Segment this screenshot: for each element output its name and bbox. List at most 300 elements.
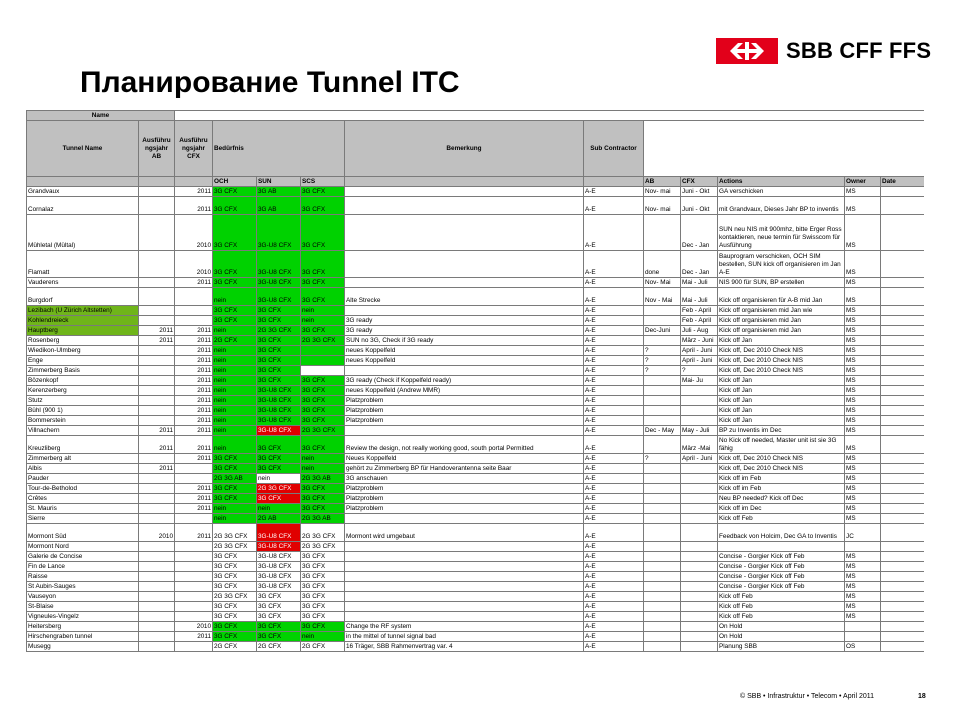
bemerkung-cell: Review the design, not really working good, south portal Permitted	[345, 436, 584, 454]
bemerkung-cell	[345, 612, 584, 622]
date-cell	[881, 484, 925, 494]
owner-cell: MS	[845, 251, 881, 278]
ab-year-cell: 2011	[139, 436, 175, 454]
sun-cell: 3G CFX	[257, 494, 301, 504]
ab-cell: Dec-Juni	[644, 326, 681, 336]
ab-year-cell	[139, 288, 175, 306]
cfx-cell: April - Juni	[681, 346, 718, 356]
ab-year-cell	[139, 592, 175, 602]
bemerkung-cell: Mormont wird umgebaut	[345, 524, 584, 542]
cfx-cell: Feb - April	[681, 306, 718, 316]
cfx-year-cell: 2011	[175, 632, 213, 642]
owner-cell	[845, 632, 881, 642]
cfx-cell	[681, 602, 718, 612]
ab-year-cell	[139, 474, 175, 484]
subcontractor-cell: A-E	[584, 464, 644, 474]
table-row	[27, 612, 925, 622]
owner-cell: MS	[845, 484, 881, 494]
owner-cell: MS	[845, 396, 881, 406]
subcontractor-header: Sub Contractor	[584, 121, 644, 177]
ab-year-cell	[139, 572, 175, 582]
och-cell: 3G CFX	[213, 494, 257, 504]
bemerkung-cell: Platzproblem	[345, 406, 584, 416]
cfx-cell	[681, 504, 718, 514]
date-cell	[881, 642, 925, 652]
cfx-year-cell	[175, 572, 213, 582]
owner-cell: MS	[845, 306, 881, 316]
sun-cell: 3G CFX	[257, 336, 301, 346]
och-cell: nein	[213, 386, 257, 396]
bemerkung-cell: Platzproblem	[345, 494, 584, 504]
tunnel-name-cell: Albis	[27, 464, 139, 474]
date-cell	[881, 187, 925, 197]
table-row	[27, 278, 925, 288]
och-cell: nein	[213, 416, 257, 426]
actions-cell: Bauprogram verschicken, OCH SIM bestellen, SUN kick off organisieren im Jan A-E	[718, 251, 845, 278]
bemerkung-cell	[345, 602, 584, 612]
subcontractor-cell: A-E	[584, 572, 644, 582]
owner-cell: MS	[845, 426, 881, 436]
sun-cell: nein	[257, 504, 301, 514]
date-cell	[881, 316, 925, 326]
ab-cell	[644, 436, 681, 454]
owner-cell	[845, 622, 881, 632]
scs-cell: 3G CFX	[301, 552, 345, 562]
scs-cell: 3G CFX	[301, 602, 345, 612]
owner-cell: MS	[845, 356, 881, 366]
cfx-cell: März -Mai	[681, 436, 718, 454]
och-cell: 3G CFX	[213, 552, 257, 562]
och-cell: 2G CFX	[213, 336, 257, 346]
sun-cell: 3G-U8 CFX	[257, 416, 301, 426]
ab-year-cell	[139, 514, 175, 524]
table-row	[27, 376, 925, 386]
ab-year-cell: 2011	[139, 464, 175, 474]
scs-cell	[301, 356, 345, 366]
bemerkung-cell	[345, 251, 584, 278]
tunnel-name-cell: Flamatt	[27, 251, 139, 278]
date-cell	[881, 494, 925, 504]
cfx-cell	[681, 622, 718, 632]
ab-year-cell	[139, 562, 175, 572]
cfx-cell: Juni - Okt	[681, 187, 718, 197]
bemerkung-cell	[345, 514, 584, 524]
ab-year-cell: 2011	[139, 336, 175, 346]
owner-header: Owner	[845, 177, 881, 187]
table-row	[27, 642, 925, 652]
sun-cell: 2G AB	[257, 514, 301, 524]
och-cell: nein	[213, 514, 257, 524]
cfx-year-cell: 2010	[175, 215, 213, 251]
sun-cell: 3G AB	[257, 187, 301, 197]
cfx-year-cell: 2011	[175, 376, 213, 386]
ab-cell	[644, 602, 681, 612]
sun-cell: 3G-U8 CFX	[257, 542, 301, 552]
ab-cell	[644, 642, 681, 652]
bemerkung-cell: SUN no 3G, Check if 3G ready	[345, 336, 584, 346]
subcontractor-cell: A-E	[584, 494, 644, 504]
ab-cell	[644, 562, 681, 572]
owner-cell: MS	[845, 346, 881, 356]
beduerfnis-header: Bedürfnis	[213, 121, 345, 177]
ab-year-cell	[139, 376, 175, 386]
actions-cell: Kick off organisieren mid Jan wie	[718, 306, 845, 316]
subcontractor-cell: A-E	[584, 642, 644, 652]
scs-cell: 3G CFX	[301, 436, 345, 454]
cfx-cell	[681, 582, 718, 592]
cfx-cell	[681, 484, 718, 494]
ab-year-cell	[139, 215, 175, 251]
scs-cell	[301, 346, 345, 356]
cfx-year-cell	[175, 288, 213, 306]
ab-cell	[644, 514, 681, 524]
cfx-cell: April - Juni	[681, 454, 718, 464]
ab-year-cell	[139, 542, 175, 552]
tunnel-name-cell: Vauseyon	[27, 592, 139, 602]
date-cell	[881, 346, 925, 356]
subcontractor-cell: A-E	[584, 602, 644, 612]
ab-year-cell	[139, 416, 175, 426]
ab-cell	[644, 592, 681, 602]
scs-cell: 2G CFX	[301, 642, 345, 652]
bemerkung-cell	[345, 562, 584, 572]
scs-header: SCS	[301, 177, 345, 187]
owner-cell: MS	[845, 494, 881, 504]
date-cell	[881, 612, 925, 622]
table-row	[27, 356, 925, 366]
tunnel-name-cell: Pauder	[27, 474, 139, 484]
page-number: 18	[918, 693, 926, 700]
scs-cell: 3G CFX	[301, 494, 345, 504]
actions-cell: Kick off organisieren mid Jan	[718, 316, 845, 326]
och-cell: 3G CFX	[213, 572, 257, 582]
ab-cell	[644, 416, 681, 426]
sun-cell: 3G CFX	[257, 622, 301, 632]
bemerkung-cell	[345, 552, 584, 562]
tunnel-name-cell: Stutz	[27, 396, 139, 406]
cfx-cell: ?	[681, 366, 718, 376]
sun-cell: 3G-U8 CFX	[257, 562, 301, 572]
cfx-year-cell: 2011	[175, 336, 213, 346]
scs-cell: nein	[301, 316, 345, 326]
tunnel-name-cell: Sierre	[27, 514, 139, 524]
sbb-arrows-icon	[716, 38, 778, 64]
subcontractor-cell: A-E	[584, 612, 644, 622]
subcontractor-cell: A-E	[584, 524, 644, 542]
scs-cell: nein	[301, 464, 345, 474]
sun-cell: 3G-U8 CFX	[257, 524, 301, 542]
cfx-cell	[681, 592, 718, 602]
scs-cell: 3G CFX	[301, 187, 345, 197]
subcontractor-cell: A-E	[584, 396, 644, 406]
owner-cell: MS	[845, 416, 881, 426]
cfx-cell: Feb - April	[681, 316, 718, 326]
page-title: Планирование Tunnel ITC	[80, 66, 460, 99]
table-row	[27, 632, 925, 642]
actions-cell	[718, 542, 845, 552]
scs-cell	[301, 366, 345, 376]
subcontractor-cell: A-E	[584, 187, 644, 197]
sun-cell: 3G CFX	[257, 346, 301, 356]
bemerkung-cell: Alte Strecke	[345, 288, 584, 306]
actions-cell: Kick off im Feb	[718, 474, 845, 484]
table-row	[27, 215, 925, 251]
scs-cell: 3G CFX	[301, 622, 345, 632]
ab-year-cell: 2011	[139, 326, 175, 336]
table-row	[27, 552, 925, 562]
actions-cell: Concise - Gorgier Kick off Feb	[718, 572, 845, 582]
cfx-cell	[681, 494, 718, 504]
tunnel-name-cell: Bözenkopf	[27, 376, 139, 386]
ab-cell: done	[644, 251, 681, 278]
och-cell: 3G CFX	[213, 484, 257, 494]
owner-cell: MS	[845, 288, 881, 306]
och-cell: 2G 3G CFX	[213, 542, 257, 552]
och-cell: 3G CFX	[213, 187, 257, 197]
cfx-cell: Dec - Jan	[681, 215, 718, 251]
cfx-year-cell	[175, 474, 213, 484]
sun-cell: 3G-U8 CFX	[257, 386, 301, 396]
owner-cell: MS	[845, 366, 881, 376]
actions-cell: Kick off organisieren mid Jan	[718, 326, 845, 336]
ab-cell: ?	[644, 454, 681, 464]
tunnel-name-cell: Vigneules-Vingelz	[27, 612, 139, 622]
och-cell: nein	[213, 356, 257, 366]
table-row	[27, 494, 925, 504]
subcontractor-cell: A-E	[584, 356, 644, 366]
och-cell: nein	[213, 366, 257, 376]
cfx-year-header: Ausführu ngsjahr CFX	[175, 121, 213, 177]
scs-cell: 3G CFX	[301, 592, 345, 602]
table-row	[27, 562, 925, 572]
ab-cell	[644, 464, 681, 474]
sun-cell: 3G CFX	[257, 376, 301, 386]
och-cell: nein	[213, 346, 257, 356]
ab-cell: Nov - Mai	[644, 288, 681, 306]
bemerkung-cell: gehört zu Zimmerberg BP für Handoverantenna seite Baar	[345, 464, 584, 474]
cfx-year-cell: 2011	[175, 426, 213, 436]
bemerkung-cell: Platzproblem	[345, 416, 584, 426]
subcontractor-cell: A-E	[584, 278, 644, 288]
date-cell	[881, 376, 925, 386]
actions-cell: Kick off im Feb	[718, 484, 845, 494]
table-row	[27, 366, 925, 376]
subcontractor-cell: A-E	[584, 454, 644, 464]
actions-cell: Kick off, Dec 2010 Check NIS	[718, 356, 845, 366]
date-cell	[881, 416, 925, 426]
och-cell: 2G 3G CFX	[213, 592, 257, 602]
ab-cell	[644, 612, 681, 622]
date-cell	[881, 474, 925, 484]
sun-cell: 3G CFX	[257, 436, 301, 454]
date-header: Date	[881, 177, 925, 187]
och-cell: 3G CFX	[213, 251, 257, 278]
och-cell: 3G CFX	[213, 562, 257, 572]
scs-cell: 3G CFX	[301, 197, 345, 215]
subcontractor-cell: A-E	[584, 426, 644, 436]
subcontractor-cell: A-E	[584, 514, 644, 524]
och-cell: 3G CFX	[213, 215, 257, 251]
tunnel-name-cell: Heitersberg	[27, 622, 139, 632]
cfx-year-cell	[175, 562, 213, 572]
scs-cell: 3G CFX	[301, 406, 345, 416]
sun-cell: 3G CFX	[257, 632, 301, 642]
date-cell	[881, 406, 925, 416]
cfx-year-cell: 2011	[175, 454, 213, 464]
tunnel-name-cell: Wiedikon-Ulmberg	[27, 346, 139, 356]
tunnel-name-cell: Musegg	[27, 642, 139, 652]
och-header: OCH	[213, 177, 257, 187]
och-cell: 3G CFX	[213, 278, 257, 288]
date-cell	[881, 464, 925, 474]
cfx-year-cell	[175, 464, 213, 474]
subcontractor-cell: A-E	[584, 474, 644, 484]
bemerkung-cell: 3G anschauen	[345, 474, 584, 484]
sun-cell: 3G-U8 CFX	[257, 552, 301, 562]
bemerkung-cell	[345, 592, 584, 602]
och-cell: 3G CFX	[213, 582, 257, 592]
date-cell	[881, 356, 925, 366]
sbb-logo	[716, 38, 931, 64]
cfx-cell	[681, 572, 718, 582]
owner-cell: MS	[845, 376, 881, 386]
table-row	[27, 416, 925, 426]
scs-cell: 2G 3G CFX	[301, 336, 345, 346]
date-cell	[881, 622, 925, 632]
sun-cell: 2G 3G CFX	[257, 484, 301, 494]
date-cell	[881, 504, 925, 514]
ab-year-cell	[139, 406, 175, 416]
ab-cell	[644, 386, 681, 396]
sun-cell: 3G-U8 CFX	[257, 251, 301, 278]
cfx-year-cell: 2011	[175, 278, 213, 288]
subcontractor-cell: A-E	[584, 416, 644, 426]
scs-cell: 3G CFX	[301, 386, 345, 396]
sun-cell: 3G CFX	[257, 602, 301, 612]
cfx-year-cell: 2010	[175, 622, 213, 632]
actions-cell: On Hold	[718, 622, 845, 632]
cfx-cell: Juni - Okt	[681, 197, 718, 215]
table-row	[27, 406, 925, 416]
ab-cell	[644, 494, 681, 504]
och-cell: 3G CFX	[213, 612, 257, 622]
cfx-year-cell: 2010	[175, 251, 213, 278]
och-cell: 3G CFX	[213, 316, 257, 326]
sun-header: SUN	[257, 177, 301, 187]
cfx-cell: Mai - Juli	[681, 278, 718, 288]
cfx-cell: May - Juli	[681, 426, 718, 436]
cfx-year-cell: 2011	[175, 524, 213, 542]
sun-cell: nein	[257, 474, 301, 484]
actions-cell: Kick off Feb	[718, 514, 845, 524]
cfx-cell	[681, 612, 718, 622]
cfx-year-cell	[175, 316, 213, 326]
date-cell	[881, 542, 925, 552]
owner-cell: MS	[845, 215, 881, 251]
sun-cell: 3G CFX	[257, 306, 301, 316]
cfx-year-cell: 2011	[175, 436, 213, 454]
scs-cell: 3G CFX	[301, 612, 345, 622]
subcontractor-cell: A-E	[584, 406, 644, 416]
owner-cell: MS	[845, 592, 881, 602]
och-cell: nein	[213, 288, 257, 306]
tunnel-name-cell: Galerie de Concise	[27, 552, 139, 562]
scs-cell: 2G 3G AB	[301, 514, 345, 524]
actions-cell: Kick off Jan	[718, 416, 845, 426]
date-cell	[881, 197, 925, 215]
bemerkung-cell	[345, 278, 584, 288]
date-cell	[881, 278, 925, 288]
tunnel-name-cell: Kreuzliberg	[27, 436, 139, 454]
cfx-year-cell: 2011	[175, 326, 213, 336]
owner-cell: MS	[845, 514, 881, 524]
ab-cell	[644, 632, 681, 642]
och-cell: nein	[213, 376, 257, 386]
ab-year-cell	[139, 366, 175, 376]
cfx-cell	[681, 524, 718, 542]
sun-cell: 3G CFX	[257, 316, 301, 326]
bemerkung-cell: neues Koppelfeld	[345, 356, 584, 366]
ab-cell: Nov- mai	[644, 197, 681, 215]
och-cell: 3G CFX	[213, 632, 257, 642]
subcontractor-cell: A-E	[584, 316, 644, 326]
ab-year-cell	[139, 552, 175, 562]
sun-cell: 3G-U8 CFX	[257, 215, 301, 251]
bemerkung-cell: 3G ready	[345, 316, 584, 326]
cfx-year-cell	[175, 542, 213, 552]
owner-cell: MS	[845, 197, 881, 215]
cfx-cell	[681, 396, 718, 406]
och-cell: 3G CFX	[213, 622, 257, 632]
subcontractor-cell: A-E	[584, 582, 644, 592]
cfx-cell	[681, 406, 718, 416]
owner-cell: MS	[845, 454, 881, 464]
scs-cell: 3G CFX	[301, 278, 345, 288]
actions-cell: mit Grandvaux, Dieses Jahr BP to inventis	[718, 197, 845, 215]
actions-cell: NIS 900 für SUN, BP erstellen	[718, 278, 845, 288]
tunnel-name-cell: Kohlendreieck	[27, 316, 139, 326]
och-cell: 2G 3G CFX	[213, 524, 257, 542]
scs-cell: 3G CFX	[301, 416, 345, 426]
actions-cell: Feedback von Holcim, Dec GA to Inventis	[718, 524, 845, 542]
owner-cell: MS	[845, 602, 881, 612]
owner-cell: MS	[845, 612, 881, 622]
actions-cell: No Kick off needed, Master unit ist sie 3G fähig	[718, 436, 845, 454]
date-cell	[881, 326, 925, 336]
bemerkung-cell: 16 Träger, SBB Rahmenvertrag var. 4	[345, 642, 584, 652]
bemerkung-cell	[345, 426, 584, 436]
ab-cell	[644, 524, 681, 542]
date-cell	[881, 251, 925, 278]
owner-cell: MS	[845, 278, 881, 288]
bemerkung-cell: Platzproblem	[345, 504, 584, 514]
ab-year-cell	[139, 494, 175, 504]
cfx-year-cell: 2011	[175, 416, 213, 426]
date-cell	[881, 582, 925, 592]
ab-cell	[644, 622, 681, 632]
scs-cell: nein	[301, 306, 345, 316]
table-row	[27, 524, 925, 542]
tunnel-name-cell: Bühl (900 1)	[27, 406, 139, 416]
cfx-cell	[681, 416, 718, 426]
tunnel-name-cell: St. Mauris	[27, 504, 139, 514]
actions-cell: GA verschicken	[718, 187, 845, 197]
sun-cell: 2G 3G CFX	[257, 326, 301, 336]
date-cell	[881, 562, 925, 572]
tunnel-name-cell: Hirschengraben tunnel	[27, 632, 139, 642]
och-cell: nein	[213, 426, 257, 436]
sun-cell: 3G CFX	[257, 464, 301, 474]
